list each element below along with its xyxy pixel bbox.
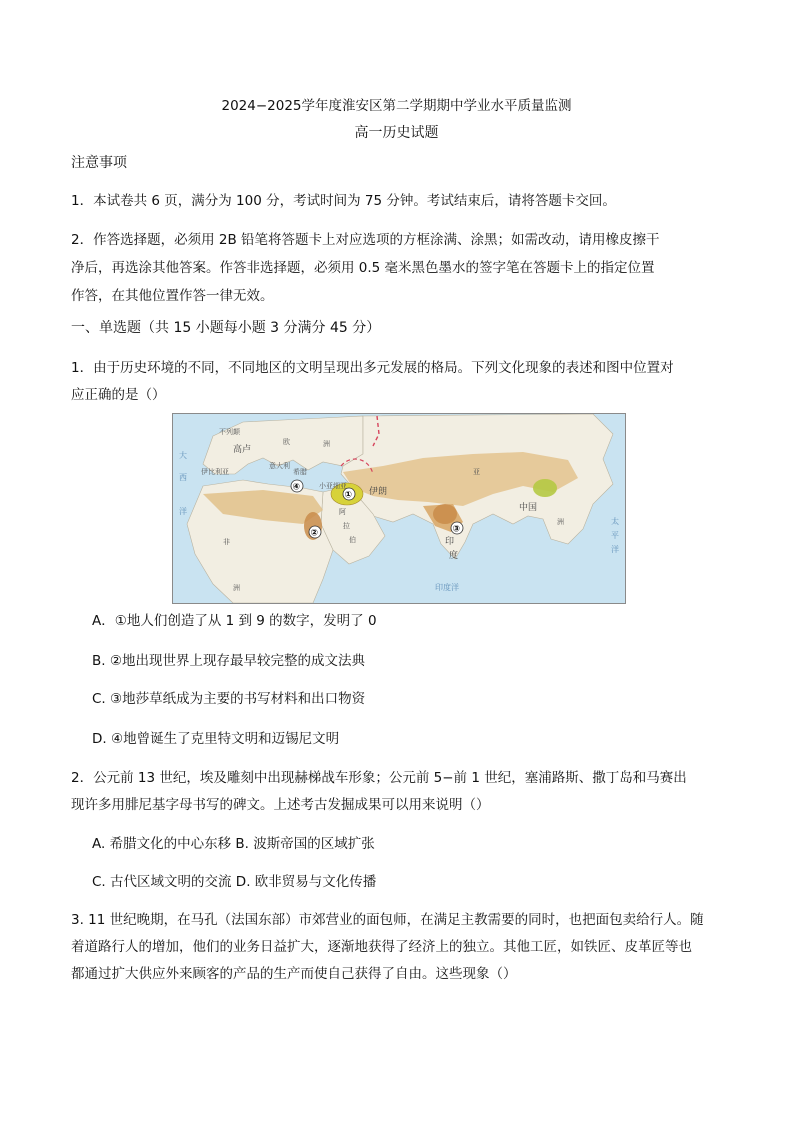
q3-stem-line-2: 着道路行人的增加，他们的业务日益扩大，逐渐地获得了经济上的独立。其他工匠，如铁匠、皮革匠等也 [71,939,692,955]
label-china: 中国 [519,503,538,513]
label-asia-a: 亚 [473,468,480,476]
label-asia-b: 洲 [557,518,564,526]
label-iran: 伊朗 [369,487,388,497]
label-europe-a: 欧 [283,438,290,446]
label-arabia-b: 拉 [343,522,350,530]
notice-item-2-line-2: 净后，再选涂其他答案。作答非选择题，必须用 0.5 毫米黑色墨水的签字笔在答题卡上的指定位置 [71,260,655,276]
label-africa-a: 非 [223,538,230,546]
section-title: 一、单选题（共 15 小题每小题 3 分满分 45 分） [71,320,381,336]
label-africa-b: 洲 [233,584,240,592]
civilization-map [172,413,626,604]
marker-4: ④ [292,482,301,493]
marker-1: ① [344,490,353,501]
label-atlantic-a: 大 [179,451,187,460]
q2-options-ab: A. 希腊文化的中心东移 B. 波斯帝国的区域扩张 [92,836,375,852]
q1-stem-line-2: 应正确的是（） [71,387,166,403]
label-europe-b: 洲 [323,440,330,448]
notice-item-1: 1．本试卷共 6 页，满分为 100 分，考试时间为 75 分钟。考试结束后，请将答题卡交回。 [71,193,616,209]
label-arabia-a: 阿 [339,508,346,516]
q1-option-b: B. ②地出现世界上现存最早较完整的成文法典 [92,653,365,669]
label-pacific-a: 太 [611,517,619,526]
china-highlight [533,479,557,497]
label-italy: 意大利 [269,462,290,470]
q3-stem-line-1: 3. 11 世纪晚期，在马孔（法国东部）市郊营业的面包师，在满足主教需要的同时，也把面包卖给行人。随 [71,912,704,928]
label-pacific-c: 洋 [611,545,619,554]
notice-heading: 注意事项 [71,155,127,171]
label-gaul: 高卢 [233,445,252,455]
marker-3: ③ [452,524,461,535]
q1-option-a: A．①地人们创造了从 1 到 9 的数字，发明了 0 [92,613,377,629]
label-pacific-b: 平 [611,531,619,540]
q1-stem-line-1: 1．由于历史环境的不同，不同地区的文明呈现出多元发展的格局。下列文化现象的表述和图中位置对 [71,360,674,376]
label-atlantic-b: 西 [179,473,187,482]
q2-stem-line-2: 现许多用腓尼基字母书写的碑文。上述考古发掘成果可以用来说明（） [71,797,490,813]
exam-title: 2024−2025学年度淮安区第二学期期中学业水平质量监测 [221,98,572,114]
label-greece: 希腊 [293,468,307,476]
notice-item-2-line-3: 作答，在其他位置作答一律无效。 [71,288,274,304]
q2-stem-line-1: 2．公元前 13 世纪，埃及雕刻中出现赫梯战车形象；公元前 5−前 1 世纪，塞浦路斯、撒丁岛和马赛出 [71,770,687,786]
label-britain: 不列颠 [219,428,240,436]
indus-highlight [433,504,457,524]
label-asia-minor: 小亚细亚 [319,482,347,490]
marker-2: ② [310,528,319,539]
label-india-a: 印 [445,537,455,547]
exam-subtitle: 高一历史试题 [354,125,439,141]
notice-item-2-line-1: 2．作答选择题，必须用 2B 铅笔将答题卡上对应选项的方框涂满、涂黑；如需改动，请用橡皮擦干 [71,232,660,248]
label-india-b: 度 [449,551,459,561]
q1-option-c: C. ③地莎草纸成为主要的书写材料和出口物资 [92,691,366,707]
q3-stem-line-3: 都通过扩大供应外来顾客的产品的生产而使自己获得了自由。这些现象（） [71,966,517,982]
q2-options-cd: C. 古代区域文明的交流 D. 欧非贸易与文化传播 [92,874,377,890]
label-iberia: 伊比利亚 [201,468,229,476]
label-arabia-c: 伯 [349,536,356,544]
q1-option-d: D. ④地曾诞生了克里特文明和迈锡尼文明 [92,731,340,747]
label-atlantic-c: 洋 [179,507,187,516]
label-indian-ocean: 印度洋 [435,583,459,592]
